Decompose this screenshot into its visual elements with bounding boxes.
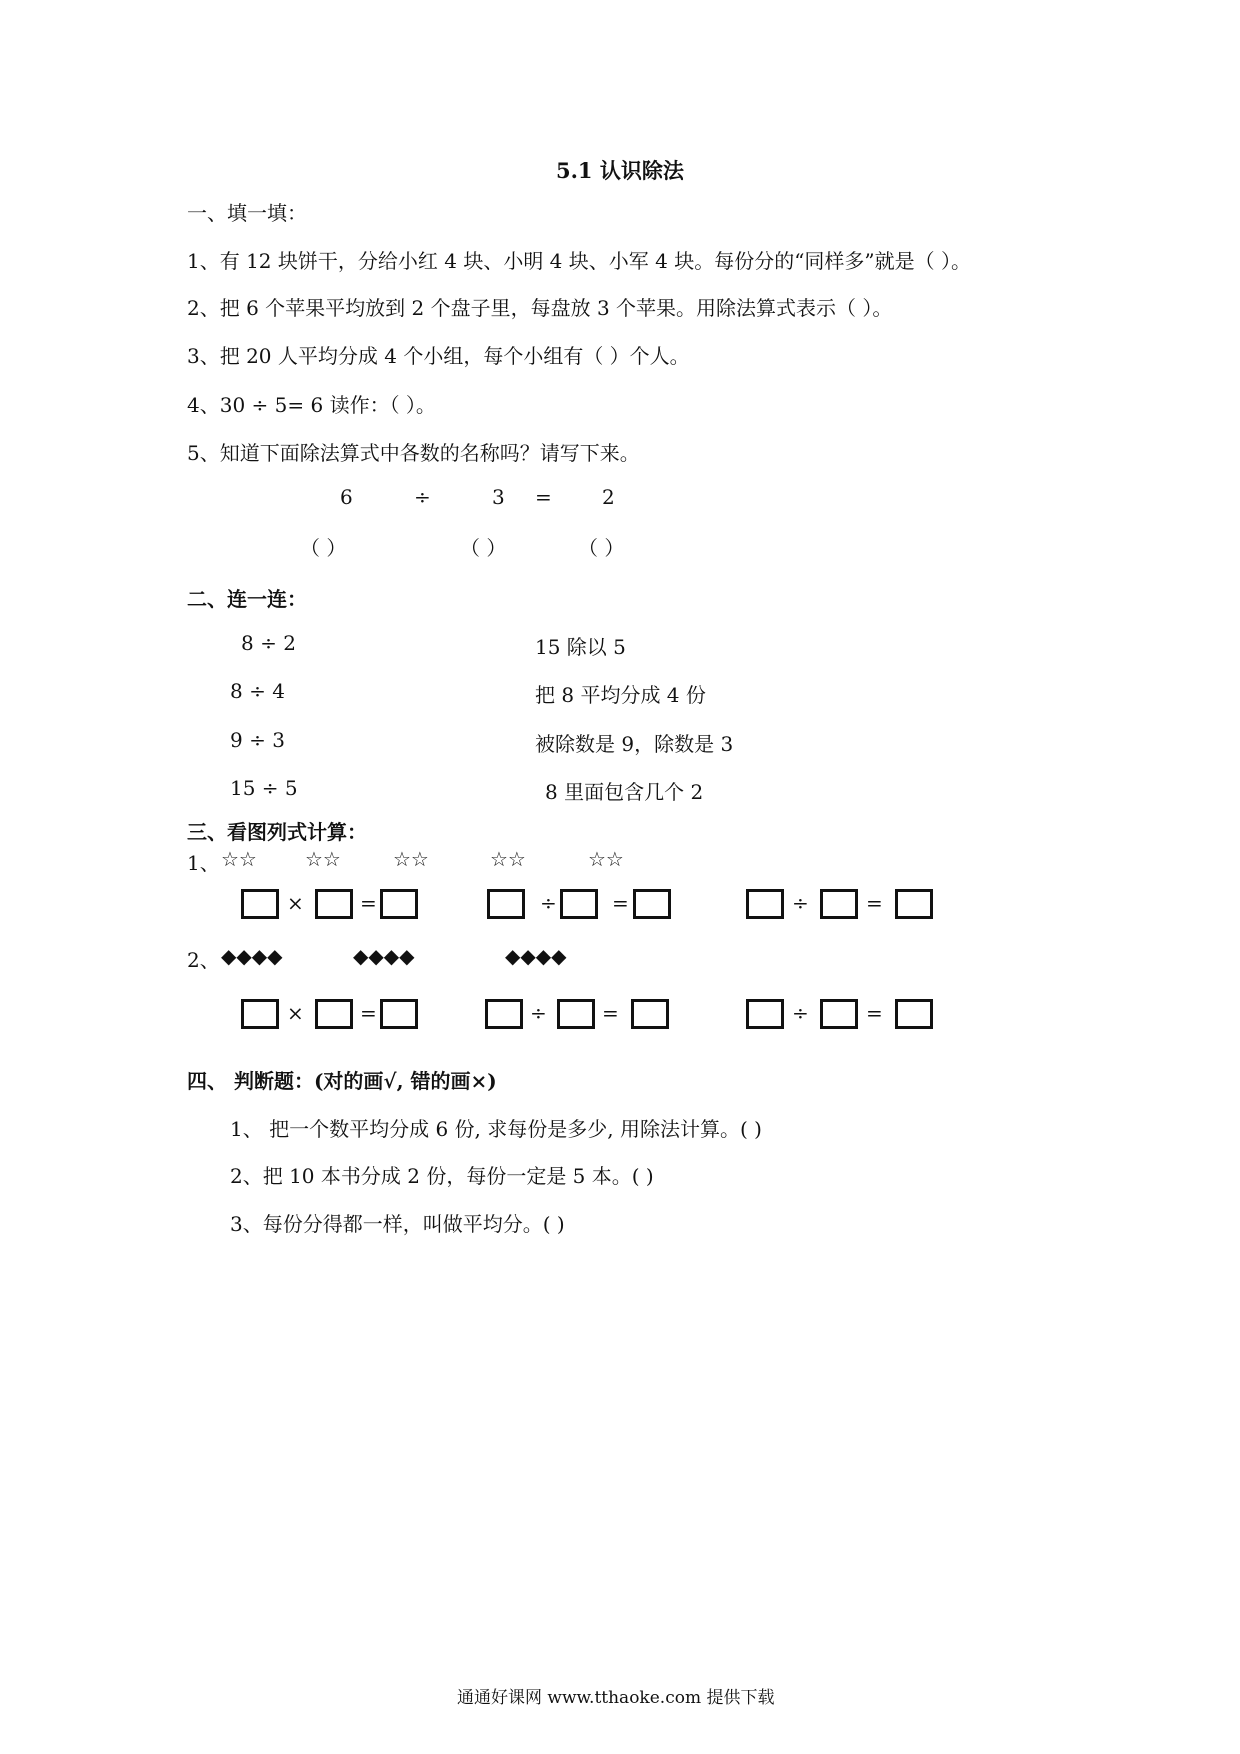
equals-sign: = [866, 891, 883, 915]
match-right-3[interactable]: 被除数是 9，除数是 3 [535, 732, 734, 756]
answer-box[interactable] [380, 889, 418, 919]
answer-box[interactable] [820, 889, 858, 919]
match-left-2[interactable]: 8 ÷ 4 [230, 679, 285, 703]
section1-question-4: 4、30 ÷ 5= 6 读作：（ ）。 [187, 393, 436, 417]
answer-blank-quotient[interactable]: （ ） [578, 536, 625, 560]
footer-credit: 通通好课网 www.tthaoke.com 提供下载 [457, 1688, 775, 1708]
answer-box[interactable] [485, 999, 523, 1029]
section1-question-5: 5、知道下面除法算式中各数的名称吗？请写下来。 [187, 441, 640, 465]
divide-sign: ÷ [792, 1001, 809, 1025]
equation-equals-sign: = [535, 485, 552, 509]
divide-sign: ÷ [530, 1001, 547, 1025]
diamond-group-1: ◆◆◆◆ [221, 944, 283, 968]
match-right-2[interactable]: 把 8 平均分成 4 份 [535, 683, 706, 707]
equals-sign: = [602, 1001, 619, 1025]
answer-box[interactable] [560, 889, 598, 919]
equals-sign: = [866, 1001, 883, 1025]
answer-box[interactable] [633, 889, 671, 919]
section1-heading: 一、填一填： [187, 201, 307, 225]
equation-dividend: 6 [340, 485, 353, 509]
section2-heading: 二、连一连： [187, 587, 307, 611]
match-left-1[interactable]: 8 ÷ 2 [241, 631, 296, 655]
judge-question-2: 2、把 10 本书分成 2 份，每份一定是 5 本。( ) [230, 1164, 654, 1188]
picture-question-2-label: 2、 [187, 948, 220, 972]
multiply-sign: × [287, 1001, 304, 1025]
answer-box[interactable] [315, 889, 353, 919]
section3-heading: 三、看图列式计算： [187, 820, 367, 844]
star-group-1: ☆☆ [221, 847, 257, 871]
picture-question-1-label: 1、 [187, 851, 220, 875]
equals-sign: = [612, 891, 629, 915]
star-group-4: ☆☆ [490, 847, 526, 871]
judge-question-1: 1、 把一个数平均分成 6 份, 求每份是多少, 用除法计算。( ) [230, 1117, 762, 1141]
answer-box[interactable] [895, 889, 933, 919]
answer-box[interactable] [241, 889, 279, 919]
equals-sign: = [360, 891, 377, 915]
answer-box[interactable] [380, 999, 418, 1029]
answer-blank-divisor[interactable]: （ ） [460, 536, 507, 560]
answer-box[interactable] [557, 999, 595, 1029]
star-group-5: ☆☆ [588, 847, 624, 871]
answer-blank-dividend[interactable]: （ ） [300, 536, 347, 560]
answer-box[interactable] [631, 999, 669, 1029]
equation-divide-sign: ÷ [414, 485, 431, 509]
diamond-group-3: ◆◆◆◆ [505, 944, 567, 968]
divide-sign: ÷ [792, 891, 809, 915]
page-title: 5.1 认识除法 [556, 158, 684, 183]
section4-heading: 四、 判断题：(对的画√, 错的画×) [187, 1069, 497, 1093]
section1-question-2: 2、把 6 个苹果平均放到 2 个盘子里，每盘放 3 个苹果。用除法算式表示（ ）。 [187, 296, 893, 320]
section1-question-3: 3、把 20 人平均分成 4 个小组，每个小组有（ ）个人。 [187, 344, 690, 368]
judge-question-3: 3、每份分得都一样，叫做平均分。( ) [230, 1212, 565, 1236]
answer-box[interactable] [241, 999, 279, 1029]
multiply-sign: × [287, 891, 304, 915]
match-left-4[interactable]: 15 ÷ 5 [230, 776, 298, 800]
match-right-1[interactable]: 15 除以 5 [535, 635, 626, 659]
star-group-2: ☆☆ [305, 847, 341, 871]
match-right-4[interactable]: 8 里面包含几个 2 [545, 780, 704, 804]
answer-box[interactable] [895, 999, 933, 1029]
divide-sign: ÷ [540, 891, 557, 915]
answer-box[interactable] [487, 889, 525, 919]
equation-divisor: 3 [492, 485, 505, 509]
answer-box[interactable] [746, 889, 784, 919]
star-group-3: ☆☆ [393, 847, 429, 871]
section1-question-1: 1、有 12 块饼干，分给小红 4 块、小明 4 块、小军 4 块。每份分的“同样多”就是（ ）。 [187, 249, 972, 273]
answer-box[interactable] [746, 999, 784, 1029]
match-left-3[interactable]: 9 ÷ 3 [230, 728, 285, 752]
equals-sign: = [360, 1001, 377, 1025]
answer-box[interactable] [315, 999, 353, 1029]
diamond-group-2: ◆◆◆◆ [353, 944, 415, 968]
answer-box[interactable] [820, 999, 858, 1029]
equation-quotient: 2 [602, 485, 615, 509]
